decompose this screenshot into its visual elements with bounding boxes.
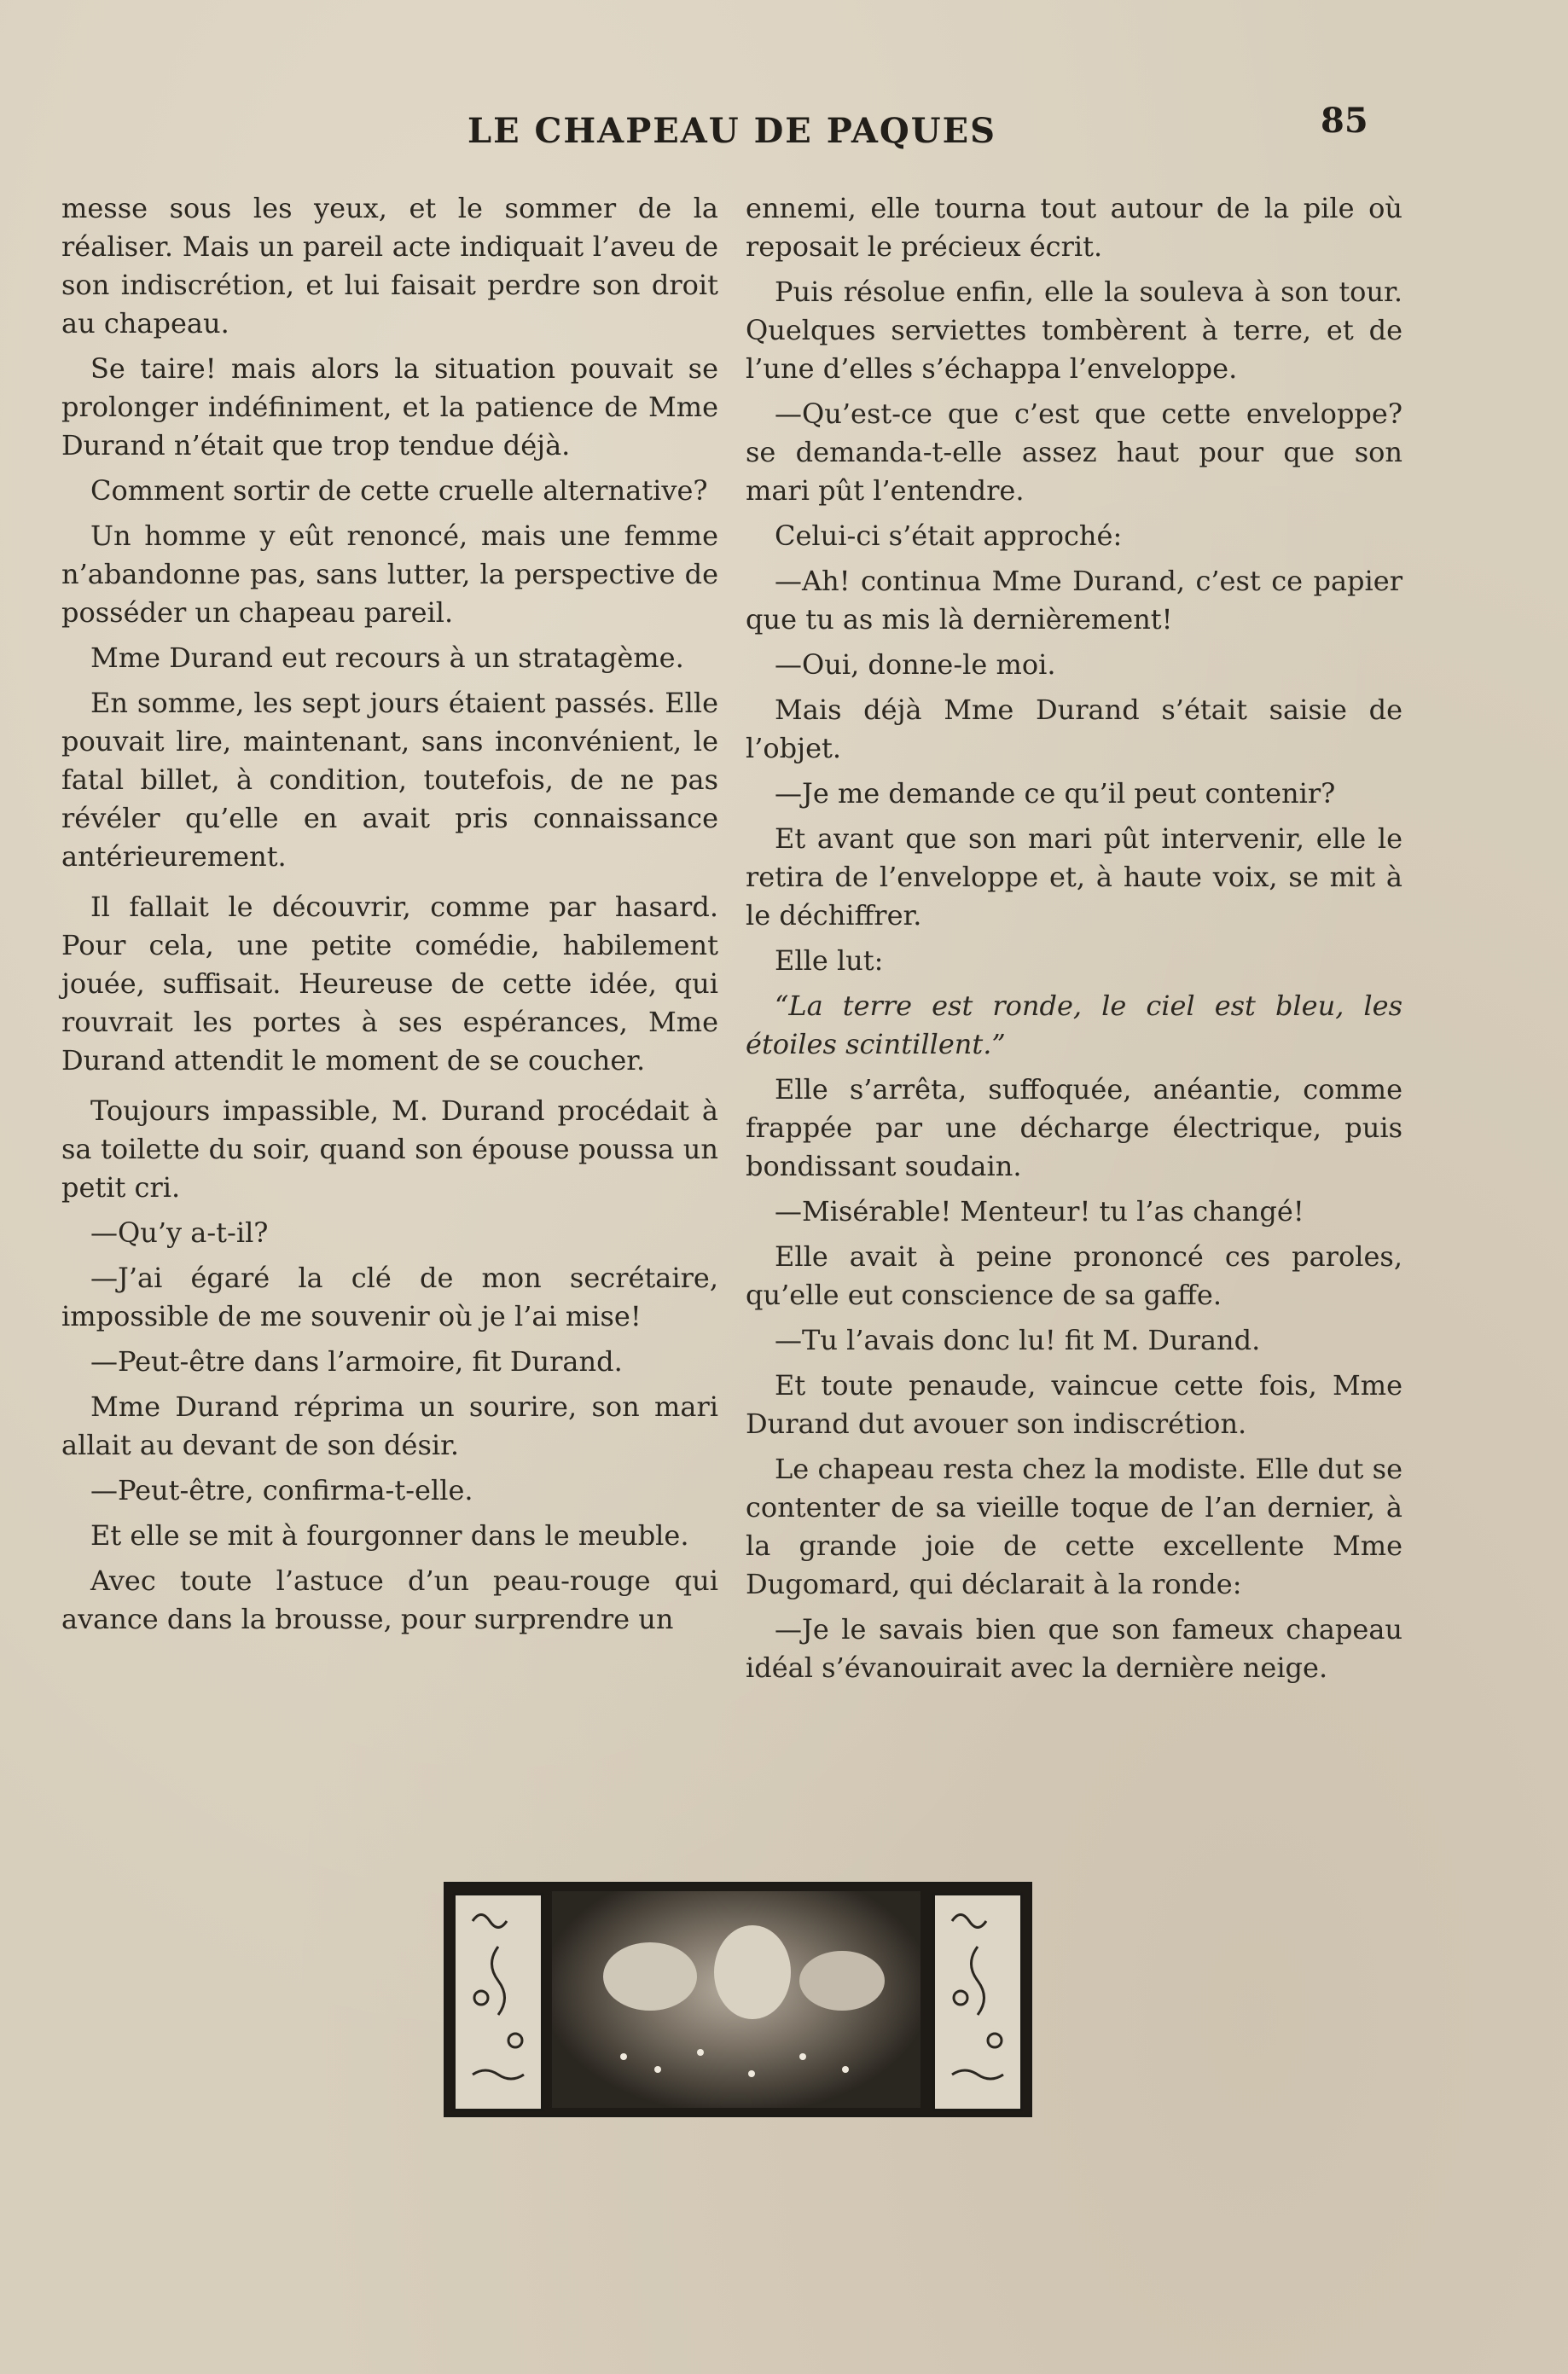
paragraph: Avec toute l’astuce d’un peau-rouge qui avance dans la brousse, pour surprendre un [61,1564,718,1635]
paragraph: Et toute penaude, vaincue cette fois, Mme Durand dut avouer son indiscrétion. [746,1369,1402,1440]
paragraph: ennemi, elle tourna tout autour de la pile où reposait le précieux écrit. [746,192,1402,263]
dialogue-line: —Misérable! Menteur! tu l’as changé! [775,1195,1304,1228]
dialogue-line: —Qu’est-ce que c’est que cette enveloppe? se demanda-t-elle assez haut pour que son mari pût l’entendre. [746,398,1402,507]
dialogue-line: —J’ai égaré la clé de mon secrétaire, impossible de me souvenir où je l’ai mise! [61,1262,718,1332]
paragraph: Il fallait le découvrir, comme par hasard. Pour cela, une petite comédie, habilement jouée, suffisait. Heureuse de cette idée, qui rouvrait les portes à ses espérances, Mme Durand attendit le moment de se coucher. [61,891,718,1077]
decorative-illustration [444,1882,1032,2117]
quoted-note: “La terre est ronde, le ciel est bleu, les étoiles scintillent.” [746,990,1402,1060]
paragraph: Celui-ci s’était approché: [775,519,1123,552]
dialogue-line: —Tu l’avais donc lu! fit M. Durand. [775,1324,1261,1356]
easter-scene-image [552,1891,920,2108]
left-side-panel [453,1893,543,2111]
paragraph: Un homme y eût renoncé, mais une femme n’abandonne pas, sans lutter, la perspective de posséder un chapeau pareil. [61,519,718,629]
paragraph: Mme Durand réprima un sourire, son mari allait au devant de son désir. [61,1390,718,1461]
paragraph: Comment sortir de cette cruelle alternative? [90,474,708,507]
page-header [0,101,1568,160]
paragraph: Le chapeau resta chez la modiste. Elle dut se contenter de sa vieille toque de l’an dernier, à la grande joie de cette excellente Mme Dugomard, qui déclarait à la ronde: [746,1453,1402,1600]
right-side-panel [932,1893,1023,2111]
dialogue-line: —Peut-être dans l’armoire, fit Durand. [90,1345,623,1378]
left-column [61,189,718,1646]
paragraph: Et avant que son mari pût intervenir, elle le retira de l’enveloppe et, à haute voix, se mit à le déchiffrer. [746,822,1402,932]
paragraph: Mais déjà Mme Durand s’était saisie de l’objet. [746,694,1402,764]
dialogue-line: —Peut-être, confirma-t-elle. [90,1474,473,1506]
floral-ornament-icon [456,1895,541,2109]
page-number: 85 [1321,101,1368,141]
paragraph: Elle avait à peine prononcé ces paroles, qu’elle eut conscience de sa gaffe. [746,1240,1402,1311]
dialogue-line: —Je me demande ce qu’il peut contenir? [775,777,1336,810]
paragraph: Mme Durand eut recours à un stratagème. [90,641,684,674]
paragraph: Et elle se mit à fourgonner dans le meuble. [90,1519,689,1552]
paragraph: Elle lut: [775,944,884,977]
paragraph: messe sous les yeux, et le sommer de la réaliser. Mais un pareil acte indiquait l’aveu de son indiscrétion, et lui faisait perdre son droit au chapeau. [61,192,718,340]
paragraph: Puis résolue enfin, elle la souleva à son tour. Quelques serviettes tombèrent à terre, et de l’une d’elles s’échappa l’enveloppe. [746,276,1402,385]
right-column [746,189,1402,1694]
dialogue-line: —Ah! continua Mme Durand, c’est ce papier que tu as mis là dernièrement! [746,565,1402,636]
dialogue-line: —Qu’y a-t-il? [90,1216,269,1249]
paragraph: Elle s’arrêta, suffoquée, anéantie, comme frappée par une décharge électrique, puis bondissant soudain. [746,1073,1402,1182]
running-title: LE CHAPEAU DE PAQUES [467,111,997,151]
dialogue-line: —Oui, donne-le moi. [775,648,1056,681]
dialogue-line: —Je le savais bien que son fameux chapeau idéal s’évanouirait avec la dernière neige. [746,1613,1402,1684]
floral-ornament-icon [935,1895,1020,2109]
paragraph: Se taire! mais alors la situation pouvait se prolonger indéfiniment, et la patience de Mme Durand n’était que trop tendue déjà. [61,352,718,461]
paragraph: Toujours impassible, M. Durand procédait à sa toilette du soir, quand son épouse poussa un petit cri. [61,1094,718,1204]
paragraph: En somme, les sept jours étaient passés. Elle pouvait lire, maintenant, sans inconvénient, le fatal billet, à condition, toutefois, de ne pas révéler qu’elle en avait pris connaissance antérieurement. [61,687,718,873]
